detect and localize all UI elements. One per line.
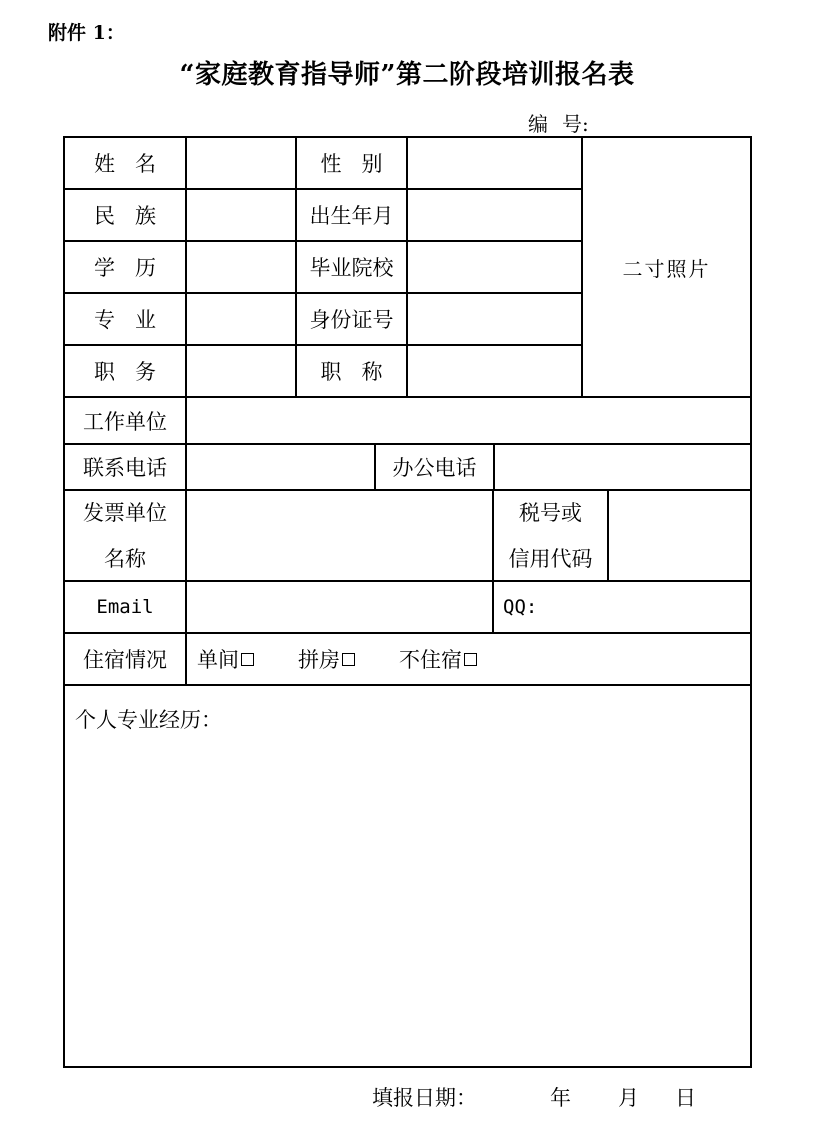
column-divider — [406, 138, 408, 396]
registration-form-table — [63, 136, 752, 1068]
column-divider — [607, 489, 609, 580]
ethnicity-label: 民族 — [94, 204, 176, 228]
education-label: 学历 — [94, 256, 176, 280]
column-divider — [185, 138, 187, 684]
lodging-option-label: 单间 — [197, 648, 239, 672]
id-number-label: 身份证号 — [309, 308, 394, 332]
gender-label: 性别 — [320, 152, 403, 176]
job-title-label: 职称 — [320, 360, 403, 384]
page-title: “家庭教育指导师”第二阶段培训报名表 — [179, 60, 635, 90]
serial-number-label — [528, 108, 589, 137]
fill-date-label: 填报日期： — [372, 1086, 477, 1110]
invoice-unit-label-line1: 发票单位 — [83, 500, 167, 525]
school-label: 毕业院校 — [309, 256, 394, 280]
photo-placeholder-label: 二寸照片 — [622, 256, 711, 281]
row-divider — [65, 684, 750, 686]
position-label: 职务 — [94, 360, 176, 384]
serial-label-part2: 号: — [562, 112, 589, 136]
date-day-label: 日 — [675, 1086, 696, 1110]
tax-id-label — [494, 491, 607, 580]
attachment-label: 附件 1： — [48, 22, 125, 44]
lodging-label: 住宿情况 — [83, 648, 167, 672]
work-unit-label: 工作单位 — [83, 409, 167, 434]
date-month-label: 月 — [618, 1086, 639, 1110]
contact-phone-label: 联系电话 — [83, 456, 167, 480]
major-label: 专业 — [94, 308, 176, 332]
checkbox-icon[interactable] — [342, 653, 355, 666]
tax-id-label-line2: 信用代码 — [508, 546, 593, 571]
lodging-option-shared[interactable] — [298, 644, 355, 674]
invoice-unit-label-line2: 名称 — [104, 546, 146, 571]
experience-label: 个人专业经历： — [75, 708, 222, 732]
lodging-option-label: 不住宿 — [399, 648, 462, 672]
birth-date-label: 出生年月 — [309, 204, 394, 228]
checkbox-icon[interactable] — [241, 653, 254, 666]
lodging-option-single[interactable] — [197, 644, 254, 674]
qq-label: QQ: — [503, 596, 538, 618]
lodging-option-none[interactable] — [399, 644, 477, 674]
office-phone-label: 办公电话 — [392, 456, 477, 480]
invoice-unit-label — [65, 491, 185, 580]
email-label: Email — [96, 596, 154, 618]
checkbox-icon[interactable] — [464, 653, 477, 666]
date-year-label: 年 — [550, 1086, 571, 1110]
serial-label-part1: 编 — [528, 112, 548, 136]
lodging-option-label: 拼房 — [298, 648, 340, 672]
lodging-options — [197, 634, 521, 684]
column-divider — [493, 443, 495, 489]
name-label: 姓名 — [94, 152, 176, 176]
tax-id-label-line1: 税号或 — [519, 500, 582, 525]
